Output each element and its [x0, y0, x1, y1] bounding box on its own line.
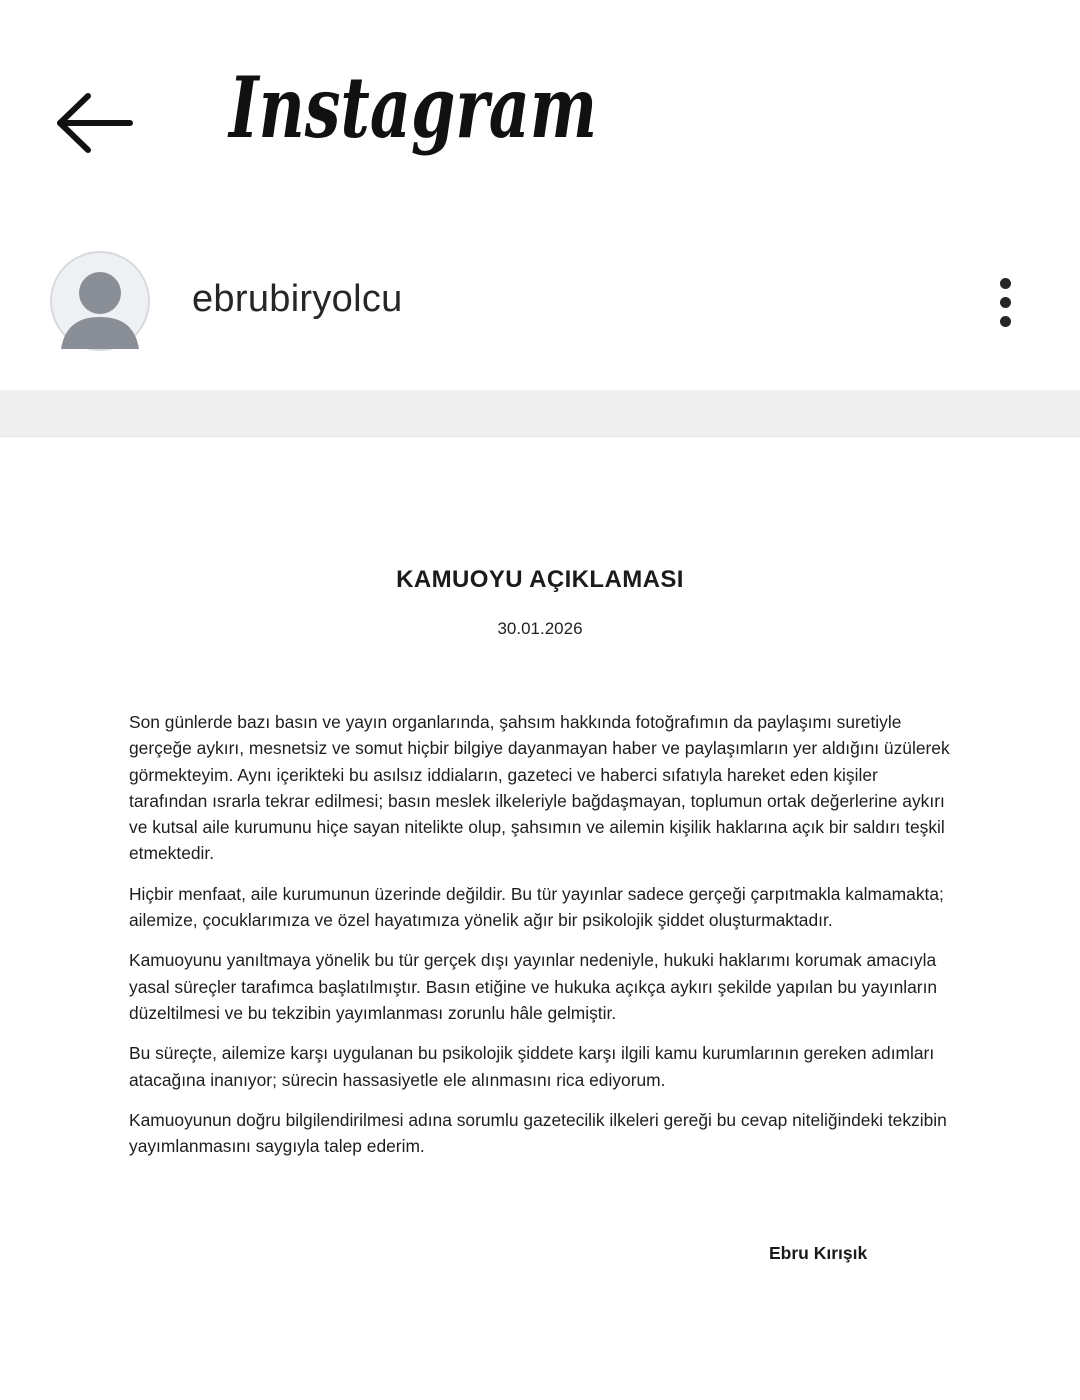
svg-text:Instagram: Instagram [227, 58, 597, 157]
document-date: 30.01.2026 [497, 619, 583, 638]
avatar[interactable] [50, 251, 150, 351]
separator-band [0, 390, 1080, 436]
document-paragraph: Kamuoyunu yanıltmaya yönelik bu tür gerçek dışı yayınlar nedeniyle, hukuki haklarımı korumak amacıyla yasal süreçler tarafımca başlatılmıştır. Basın etiğine ve hukuka açıkça aykırı şekilde yapılan bu yayınların düzeltilmesi ve bu tekzibin yayımlanması zorunlu hâle gelmiştir. [129, 950, 938, 1023]
top-bar [0, 0, 1080, 200]
document-paragraph: Son günlerde bazı basın ve yayın organlarında, şahsım hakkında fotoğrafımın da paylaşımı suretiyle gerçeğe aykırı, mesnetsiz ve somut hiçbir bilgiye dayanmayan haber ve paylaşımların yer aldığını üzülerek görmekteyim. Aynı içerikteki bu asılsız iddiaların, gazeteci ve haberci sıfatıyla hareket eden kişiler tarafından ısrarla tekrar edilmesi; basın meslek ilkeleriyle bağdaşmayan, toplumun ortak değerlerine aykırı ve kutsal aile kurumunu hiçe sayan nitelikte olup, şahsımın ve ailemin kişilik haklarına açık bir saldırı teşkil etmektedir. [129, 712, 950, 864]
more-options-button[interactable] [985, 270, 1025, 336]
more-vertical-icon-dot [1000, 316, 1011, 327]
more-vertical-icon [1000, 278, 1011, 289]
default-avatar-icon [52, 253, 148, 349]
username[interactable]: ebrubiryolcu [192, 278, 403, 320]
document-paragraph: Kamuoyunun doğru bilgilendirilmesi adına sorumlu gazetecilik ilkeleri gereği bu cevap niteliğindeki tekzibin yayımlanmasını saygıyla talep ederim. [129, 1109, 947, 1157]
document-title: KAMUOYU AÇIKLAMASI [396, 566, 684, 593]
arrow-left-icon [52, 90, 138, 156]
document-paragraph: Bu süreçte, ailemize karşı uygulanan bu psikolojik şiddete karşı ilgili kamu kurumlarının gereken adımları atacağına inanıyor; sürecin hassasiyetle ele alınmasını rica ediyorum. [129, 1043, 935, 1090]
instagram-logo [225, 55, 605, 180]
document-paragraph: Hiçbir menfaat, aile kurumunun üzerinde değildir. Bu tür yayınlar sadece gerçeği çarpıtmakla kalmamakta; ailemize, çocuklarımıza ve özel hayatımıza yönelik ağır bir psikolojik şiddet oluşturmaktadır. [129, 883, 944, 931]
document-body [129, 709, 959, 1173]
document-signature: Ebru Kırışık [769, 1243, 868, 1263]
post-header [0, 240, 1080, 362]
more-vertical-icon-dot [1000, 297, 1011, 308]
back-button[interactable] [52, 90, 138, 156]
